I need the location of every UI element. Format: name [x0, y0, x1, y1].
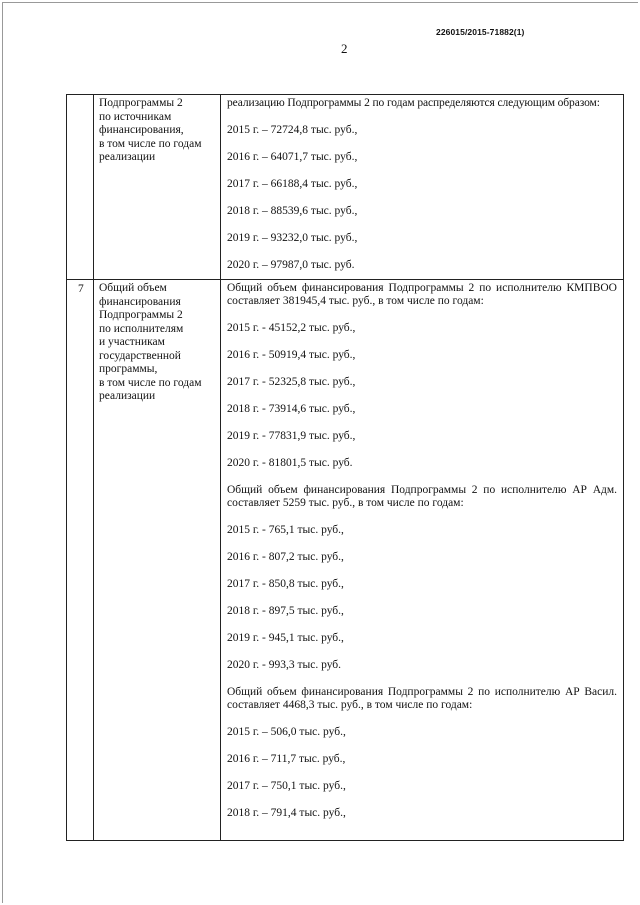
year-line: 2018 г. – 791,4 тыс. руб., — [227, 807, 346, 819]
year-line: 2015 г. - 45152,2 тыс. руб., — [227, 322, 356, 334]
paragraph-ar-vasil: Общий объем финансирования Подпрограммы 2 по исполнителю АР Васил. составляет 4468,3 тыс. руб., в том числе по годам: — [227, 686, 617, 711]
paragraph-intro: реализацию Подпрограммы 2 по годам распределяются следующим образом: — [227, 97, 600, 109]
row-content-cell — [221, 280, 624, 841]
table-row — [67, 280, 624, 841]
row-label: Подпрограммы 2 по источникам финансирования, в том числе по годам реализации — [99, 97, 202, 163]
year-line: 2017 г. – 750,1 тыс. руб., — [227, 780, 346, 792]
year-line: 2020 г. - 81801,5 тыс. руб. — [227, 457, 353, 469]
year-line: 2015 г. – 72724,8 тыс. руб., — [227, 124, 358, 136]
row-label-cell — [94, 95, 221, 280]
year-line: 2018 г. - 897,5 тыс. руб., — [227, 605, 344, 617]
year-line: 2019 г. - 945,1 тыс. руб., — [227, 632, 344, 644]
year-line: 2015 г. - 765,1 тыс. руб., — [227, 524, 344, 536]
year-line: 2019 г. – 93232,0 тыс. руб., — [227, 232, 358, 244]
year-line: 2020 г. – 97987,0 тыс. руб. — [227, 259, 355, 271]
year-line: 2015 г. – 506,0 тыс. руб., — [227, 726, 346, 738]
document-code: 226015/2015-71882(1) — [436, 27, 525, 37]
year-line: 2017 г. – 66188,4 тыс. руб., — [227, 178, 358, 190]
row-label: Общий объем финансирования Подпрограммы 2 по исполнителям и участникам государственной программы, в том числе по годам реализации — [99, 282, 202, 402]
financing-table — [66, 94, 624, 841]
table-row — [67, 95, 624, 280]
year-line: 2017 г. - 52325,8 тыс. руб., — [227, 376, 356, 388]
row-content-cell — [221, 95, 624, 280]
year-line: 2016 г. – 64071,7 тыс. руб., — [227, 151, 358, 163]
paragraph-ar-adm: Общий объем финансирования Подпрограммы 2 по исполнителю АР Адм. составляет 5259 тыс. руб., в том числе по годам: — [227, 484, 617, 509]
year-line: 2020 г. - 993,3 тыс. руб. — [227, 659, 342, 671]
year-line: 2016 г. - 807,2 тыс. руб., — [227, 551, 344, 563]
year-line: 2016 г. – 711,7 тыс. руб., — [227, 753, 346, 765]
row-number: 7 — [78, 283, 84, 295]
year-line: 2016 г. - 50919,4 тыс. руб., — [227, 349, 356, 361]
row-number-cell — [67, 280, 94, 841]
year-line: 2019 г. - 77831,9 тыс. руб., — [227, 430, 356, 442]
year-line: 2018 г. – 88539,6 тыс. руб., — [227, 205, 358, 217]
year-line: 2017 г. - 850,8 тыс. руб., — [227, 578, 344, 590]
year-line: 2018 г. - 73914,6 тыс. руб., — [227, 403, 356, 415]
row-label-cell — [94, 280, 221, 841]
paragraph-kmpvoo: Общий объем финансирования Подпрограммы 2 по исполнителю КМПВОО составляет 381945,4 тыс. руб., в том числе по годам: — [227, 282, 617, 307]
row-number — [67, 95, 93, 98]
page-number: 2 — [341, 41, 348, 56]
row-number-cell — [67, 95, 94, 280]
